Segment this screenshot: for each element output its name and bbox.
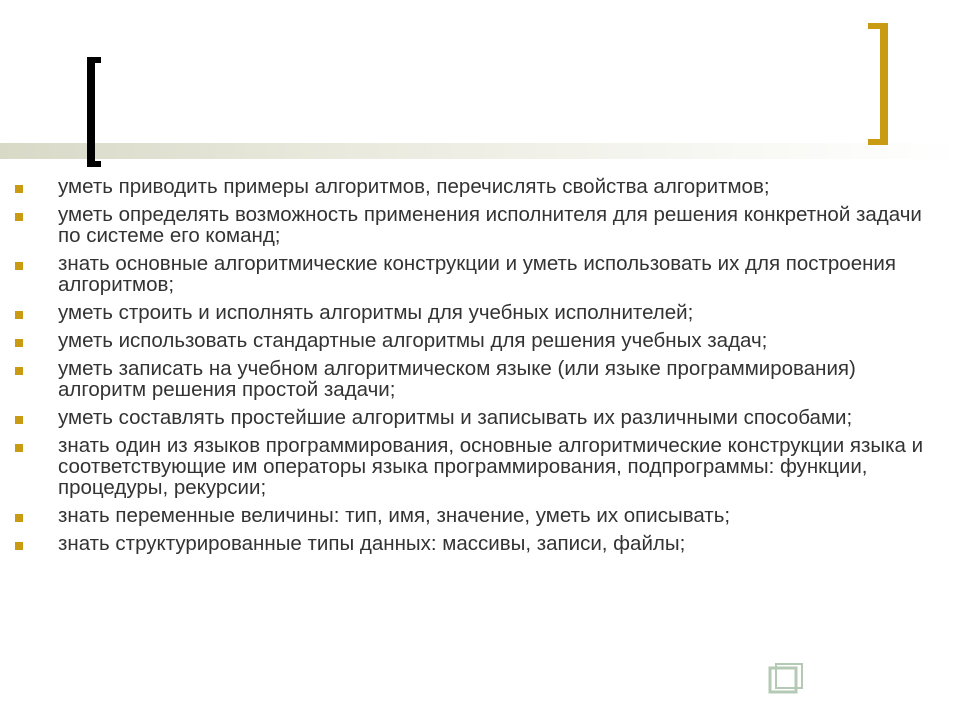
watermark-box-icon	[766, 660, 806, 700]
bullet-square-icon	[15, 311, 23, 319]
bullet-text: уметь записать на учебном алгоритмическом языке (или языке программирования) алгоритм решения простой задачи;	[58, 357, 856, 401]
list-item	[0, 435, 960, 498]
bullet-text: уметь определять возможность применения исполнителя для решения конкретной задачи по системе его команд;	[58, 203, 922, 247]
list-item	[0, 358, 960, 400]
bullet-square-icon	[15, 444, 23, 452]
list-item	[0, 407, 960, 428]
bullet-square-icon	[15, 262, 23, 270]
bullet-text: знать структурированные типы данных: массивы, записи, файлы;	[58, 532, 686, 555]
bullet-text: знать переменные величины: тип, имя, значение, уметь их описывать;	[58, 504, 731, 527]
bullet-square-icon	[15, 514, 23, 522]
bullet-text: знать один из языков программирования, основные алгоритмические конструкции языка и соответствующие им операторы языка программирования, подпрограммы: функции, процедуры, рекурсии;	[58, 434, 924, 499]
bullet-text: уметь составлять простейшие алгоритмы и записывать их различными способами;	[58, 406, 853, 429]
list-item	[0, 302, 960, 323]
list-item	[0, 176, 960, 197]
bullet-square-icon	[15, 339, 23, 347]
bullet-text: уметь использовать стандартные алгоритмы для решения учебных задач;	[58, 329, 768, 352]
list-item	[0, 505, 960, 526]
left-bracket-decoration	[87, 57, 101, 167]
right-bracket-decoration	[868, 23, 888, 145]
bullet-text: уметь строить и исполнять алгоритмы для учебных исполнителей;	[58, 301, 694, 324]
list-item	[0, 330, 960, 351]
bullet-text: уметь приводить примеры алгоритмов, перечислять свойства алгоритмов;	[58, 175, 770, 198]
list-item	[0, 533, 960, 554]
bullet-list	[0, 176, 960, 554]
bullet-text: знать основные алгоритмические конструкции и уметь использовать их для построения алгоритмов;	[58, 252, 896, 296]
bullet-square-icon	[15, 542, 23, 550]
list-item	[0, 204, 960, 246]
bullet-square-icon	[15, 213, 23, 221]
bullet-square-icon	[15, 416, 23, 424]
title-divider	[0, 143, 960, 159]
list-item	[0, 253, 960, 295]
logo-watermark-icon	[766, 660, 926, 700]
bullet-square-icon	[15, 185, 23, 193]
slide-body	[0, 176, 960, 561]
bullet-square-icon	[15, 367, 23, 375]
